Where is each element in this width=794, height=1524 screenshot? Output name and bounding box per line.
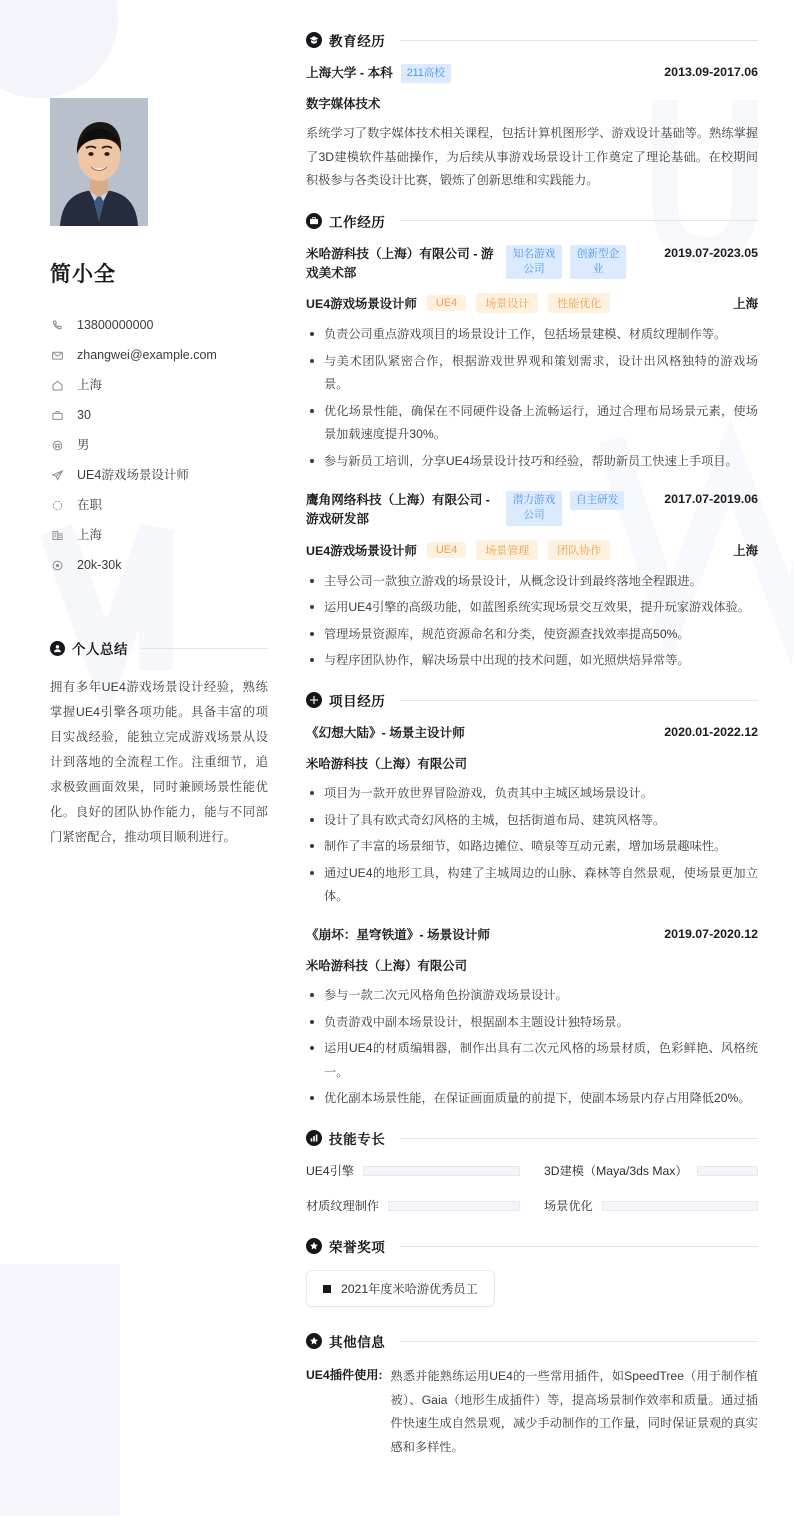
other-info-row bbox=[306, 1365, 758, 1459]
section-divider bbox=[400, 220, 758, 221]
other-icon bbox=[306, 1333, 322, 1349]
contact-item-gender bbox=[50, 430, 268, 460]
skill-item bbox=[306, 1162, 520, 1179]
contact-value: 上海 bbox=[77, 378, 103, 392]
mail-icon bbox=[50, 348, 65, 363]
contact-item-position bbox=[50, 460, 268, 490]
phone-icon bbox=[50, 318, 65, 333]
section-title: 个人总结 bbox=[72, 642, 128, 657]
skill-name: 材质纹理制作 bbox=[306, 1199, 380, 1214]
contact-value: 20k-30k bbox=[77, 558, 122, 572]
company-name: 鹰角网络科技（上海）有限公司 - 游戏研发部 bbox=[306, 492, 491, 526]
skill-tag: 性能优化 bbox=[548, 293, 610, 313]
list-item: 优化副本场景性能，在保证画面质量的前提下，使副本场景内存占用降低20%。 bbox=[306, 1087, 758, 1110]
section-header bbox=[306, 1236, 758, 1256]
skill-tag: 场景设计 bbox=[476, 293, 538, 313]
education-icon bbox=[306, 32, 322, 48]
work-icon bbox=[306, 213, 322, 229]
job-title: UE4游戏场景设计师 bbox=[306, 297, 417, 312]
section-projects bbox=[306, 690, 758, 1110]
list-item: 运用UE4引擎的高级功能，如蓝图系统实现场景交互效果，提升玩家游戏体验。 bbox=[306, 596, 758, 619]
honor-icon bbox=[306, 1238, 322, 1254]
list-item: 与程序团队协作，解决场景中出现的技术问题，如光照烘焙异常等。 bbox=[306, 649, 758, 672]
list-item: 项目为一款开放世界冒险游戏，负责其中主城区域场景设计。 bbox=[306, 782, 758, 805]
project-company: 米哈游科技（上海）有限公司 bbox=[306, 757, 468, 772]
contact-value: UE4游戏场景设计师 bbox=[77, 468, 189, 482]
list-item: 设计了具有欧式奇幻风格的主城，包括街道布局、建筑风格等。 bbox=[306, 809, 758, 832]
school-tag: 211高校 bbox=[401, 64, 451, 83]
other-info-label: UE4插件使用: bbox=[306, 1368, 383, 1383]
section-header bbox=[306, 1128, 758, 1148]
section-personal-summary bbox=[50, 638, 268, 850]
list-item: 通过UE4的地形工具，构建了主城周边的山脉、森林等自然景观，使场景更加立体。 bbox=[306, 862, 758, 909]
user-icon bbox=[50, 641, 65, 656]
work-date: 2017.07-2019.06 bbox=[664, 491, 758, 506]
section-divider bbox=[400, 1138, 758, 1139]
major-name: 数字媒体技术 bbox=[306, 97, 381, 112]
contact-item-phone bbox=[50, 310, 268, 340]
work-date: 2019.07-2023.05 bbox=[664, 245, 758, 260]
list-item: 与美术团队紧密合作，根据游戏世界观和策划需求，设计出风格独特的游戏场景。 bbox=[306, 350, 758, 397]
list-item: 管理场景资源库，规范资源命名和分类，使资源查找效率提高50%。 bbox=[306, 623, 758, 646]
skill-name: UE4引擎 bbox=[306, 1164, 355, 1179]
section-work-experience bbox=[306, 211, 758, 673]
skill-item bbox=[306, 1197, 520, 1214]
list-item: 负责游戏中副本场景设计，根据副本主题设计独特场景。 bbox=[306, 1011, 758, 1034]
work-entry bbox=[306, 245, 758, 473]
skill-item bbox=[544, 1197, 758, 1214]
summary-text: 拥有多年UE4游戏场景设计经验，熟练掌握UE4引擎各项功能。具备丰富的项目实战经验，能独立完成游戏场景从设计到落地的全流程工作。注重细节，追求极致画面效果，同时兼顾场景性能优化。良好的团队协作能力，能与不同部门紧密配合，推动项目顺利进行。 bbox=[50, 680, 268, 844]
project-name: 《崩坏：星穹铁道》- 场景设计师 bbox=[306, 928, 491, 943]
skill-tag: UE4 bbox=[427, 542, 466, 558]
skill-tag: 场景管理 bbox=[476, 540, 538, 560]
skill-progress-bar bbox=[388, 1201, 520, 1211]
section-divider bbox=[141, 648, 268, 649]
list-item: 负责公司重点游戏项目的场景设计工作，包括场景建模、材质纹理制作等。 bbox=[306, 323, 758, 346]
section-title: 技能专长 bbox=[329, 1132, 386, 1148]
company-tag: 知名游戏公司 bbox=[506, 245, 562, 280]
education-date: 2013.09-2017.06 bbox=[664, 65, 758, 79]
contact-value: 13800000000 bbox=[77, 318, 154, 332]
section-other-info bbox=[306, 1331, 758, 1459]
skill-progress-bar bbox=[363, 1166, 520, 1176]
skill-progress-bar bbox=[697, 1166, 758, 1176]
skill-progress-bar bbox=[602, 1201, 758, 1211]
job-title: UE4游戏场景设计师 bbox=[306, 543, 417, 558]
company-tag: 自主研发 bbox=[570, 491, 624, 510]
section-title: 其他信息 bbox=[329, 1335, 386, 1351]
skill-tag: 团队协作 bbox=[548, 540, 610, 560]
company-tag: 潜力游戏公司 bbox=[506, 491, 562, 526]
contact-list bbox=[50, 310, 268, 580]
avatar-illustration bbox=[50, 98, 148, 226]
contact-item-salary bbox=[50, 550, 268, 580]
project-entry bbox=[306, 926, 758, 1110]
project-bullets bbox=[306, 984, 758, 1110]
school-name: 上海大学 - 本科 bbox=[306, 66, 393, 80]
page-title: 简小全 bbox=[50, 263, 116, 286]
work-entry bbox=[306, 491, 758, 672]
section-divider bbox=[400, 700, 758, 701]
education-entry bbox=[306, 64, 758, 193]
section-header bbox=[306, 690, 758, 710]
salary-icon bbox=[50, 558, 65, 573]
list-item: 制作了丰富的场景细节，如路边摊位、喷泉等互动元素，增加场景趣味性。 bbox=[306, 835, 758, 858]
section-title: 荣誉奖项 bbox=[329, 1240, 386, 1256]
contact-value: 30 bbox=[77, 408, 91, 422]
company-tag: 创新型企业 bbox=[570, 245, 626, 280]
list-item: 参与新员工培训，分享UE4场景设计技巧和经验，帮助新员工快速上手项目。 bbox=[306, 450, 758, 473]
project-company: 米哈游科技（上海）有限公司 bbox=[306, 959, 468, 974]
honor-list bbox=[306, 1270, 758, 1307]
briefcase-icon bbox=[50, 408, 65, 423]
honor-chip bbox=[306, 1270, 495, 1307]
section-divider bbox=[400, 1246, 758, 1247]
skills-grid bbox=[306, 1162, 758, 1214]
contact-item-location bbox=[50, 370, 268, 400]
send-icon bbox=[50, 468, 65, 483]
work-bullets bbox=[306, 570, 758, 673]
contact-item-email bbox=[50, 340, 268, 370]
section-honors bbox=[306, 1236, 758, 1307]
contact-item-age bbox=[50, 400, 268, 430]
project-bullets bbox=[306, 782, 758, 908]
section-header bbox=[50, 638, 268, 658]
section-header bbox=[306, 1331, 758, 1351]
contact-item-city bbox=[50, 520, 268, 550]
skill-name: 场景优化 bbox=[544, 1199, 593, 1214]
work-location: 上海 bbox=[733, 297, 758, 312]
project-date: 2020.01-2022.12 bbox=[664, 725, 758, 740]
list-item: 参与一款二次元风格角色扮演游戏场景设计。 bbox=[306, 984, 758, 1007]
section-skills bbox=[306, 1128, 758, 1214]
gender-icon bbox=[50, 438, 65, 453]
contact-item-status bbox=[50, 490, 268, 520]
section-title: 工作经历 bbox=[329, 214, 386, 230]
project-date: 2019.07-2020.12 bbox=[664, 927, 758, 942]
other-info-text: 熟悉并能熟练运用UE4的一些常用插件，如SpeedTree（用于制作植被）、Gaia（地形生成插件）等，提高场景制作效率和质量。通过插件快速生成自然景观，减少手动制作的工作量，同时保证景观的真实感和多样性。 bbox=[390, 1369, 758, 1454]
project-icon bbox=[306, 692, 322, 708]
square-bullet-icon bbox=[323, 1285, 331, 1293]
section-education bbox=[306, 30, 758, 193]
list-item: 主导公司一款独立游戏的场景设计，从概念设计到最终落地全程跟进。 bbox=[306, 570, 758, 593]
contact-value: zhangwei@example.com bbox=[77, 348, 217, 362]
work-bullets bbox=[306, 323, 758, 473]
section-divider bbox=[400, 1341, 758, 1342]
skill-tag: UE4 bbox=[427, 295, 466, 311]
skills-icon bbox=[306, 1130, 322, 1146]
project-name: 《幻想大陆》- 场景主设计师 bbox=[306, 726, 465, 741]
city-icon bbox=[50, 528, 65, 543]
section-header bbox=[306, 30, 758, 50]
home-icon bbox=[50, 378, 65, 393]
contact-value: 男 bbox=[77, 438, 90, 452]
work-location: 上海 bbox=[733, 543, 758, 558]
avatar bbox=[50, 98, 148, 226]
company-name: 米哈游科技（上海）有限公司 - 游戏美术部 bbox=[306, 246, 494, 280]
list-item: 运用UE4的材质编辑器，制作出具有二次元风格的场景材质，色彩鲜艳、风格统一。 bbox=[306, 1037, 758, 1084]
section-header bbox=[306, 211, 758, 231]
skill-item bbox=[544, 1162, 758, 1179]
honor-label: 2021年度米哈游优秀员工 bbox=[341, 1282, 478, 1297]
education-description: 系统学习了数字媒体技术相关课程，包括计算机图形学、游戏设计基础等。熟练掌握了3D建模软件基础操作，为后续从事游戏场景设计工作奠定了理论基础。在校期间积极参与各类设计比赛，锻炼了创新思维和实践能力。 bbox=[306, 126, 758, 188]
skill-name: 3D建模（Maya/3ds Max） bbox=[544, 1164, 688, 1179]
sidebar bbox=[0, 0, 298, 1524]
project-entry bbox=[306, 724, 758, 908]
section-title: 项目经历 bbox=[329, 694, 386, 710]
section-title: 教育经历 bbox=[329, 34, 386, 49]
status-icon bbox=[50, 498, 65, 513]
section-divider bbox=[400, 40, 758, 41]
main-content bbox=[298, 0, 794, 1524]
contact-value: 上海 bbox=[77, 528, 103, 542]
contact-value: 在职 bbox=[77, 498, 103, 512]
list-item: 优化场景性能，确保在不同硬件设备上流畅运行，通过合理布局场景元素，使场景加载速度提升30%。 bbox=[306, 400, 758, 447]
